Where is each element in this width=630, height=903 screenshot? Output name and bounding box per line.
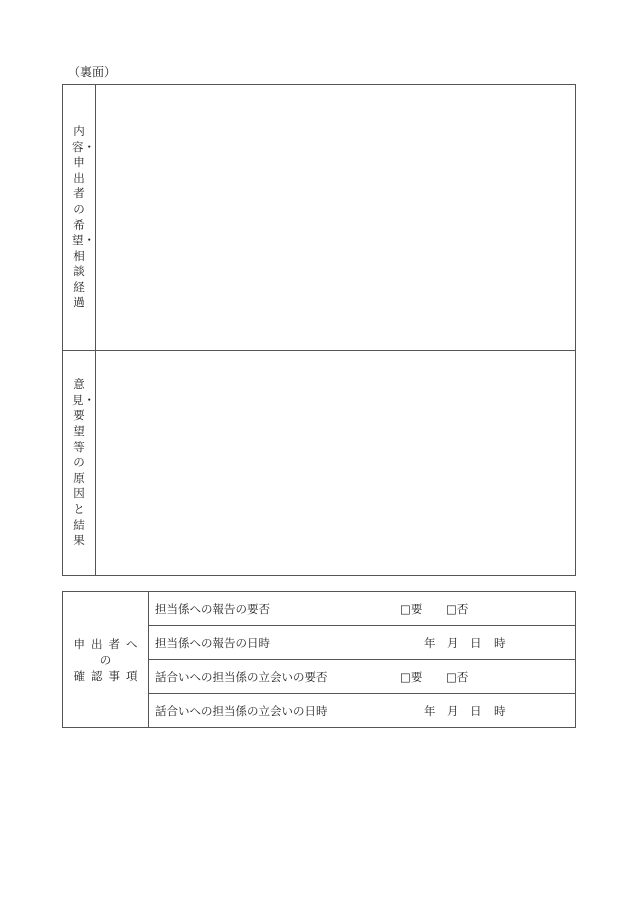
attendance-month-field[interactable]: 月: [447, 704, 459, 718]
attendance-necessity-no-checkbox[interactable]: □否: [446, 670, 469, 684]
confirmation-group-label: [63, 592, 149, 728]
content-entry-area[interactable]: [96, 85, 576, 351]
group-label-line2: 確認事項: [73, 668, 144, 683]
report-datetime-cell: [149, 626, 576, 660]
attendance-hour-field[interactable]: 時: [494, 704, 506, 718]
attendance-day-field[interactable]: 日: [470, 704, 482, 718]
attendance-year-field[interactable]: 年: [424, 704, 436, 718]
report-month-field[interactable]: 月: [447, 636, 459, 650]
report-datetime-label: 担当係への報告の日時: [155, 636, 270, 650]
report-necessity-yes-checkbox[interactable]: □要: [400, 602, 423, 616]
page-side-label: （裏面）: [68, 65, 117, 79]
opinion-label-cell: [63, 351, 96, 576]
attendance-datetime-label: 話合いへの担当係の立会いの日時: [155, 704, 328, 718]
attendance-necessity-label: 話合いへの担当係の立会いの要否: [155, 670, 328, 684]
report-necessity-label: 担当係への報告の要否: [155, 602, 270, 616]
attendance-necessity-cell: [149, 660, 576, 694]
opinion-section-label: 意見・要望等の原因と結果: [72, 377, 95, 548]
report-necessity-no-checkbox[interactable]: □否: [446, 602, 469, 616]
report-necessity-cell: [149, 592, 576, 626]
opinion-entry-area[interactable]: [96, 351, 576, 576]
content-section-label: 内容・申出者の希望・相談経過: [72, 123, 95, 310]
opinion-row: [63, 351, 576, 576]
notes-table: [62, 84, 576, 576]
content-label-cell: [63, 85, 96, 351]
content-row: [63, 85, 576, 351]
confirmation-table: [62, 591, 576, 728]
attendance-datetime-cell: [149, 694, 576, 728]
confirmation-row: [63, 592, 576, 626]
group-label-line1: 申出者への: [73, 636, 144, 667]
report-year-field[interactable]: 年: [424, 636, 436, 650]
attendance-necessity-yes-checkbox[interactable]: □要: [400, 670, 423, 684]
report-hour-field[interactable]: 時: [494, 636, 506, 650]
report-day-field[interactable]: 日: [470, 636, 482, 650]
